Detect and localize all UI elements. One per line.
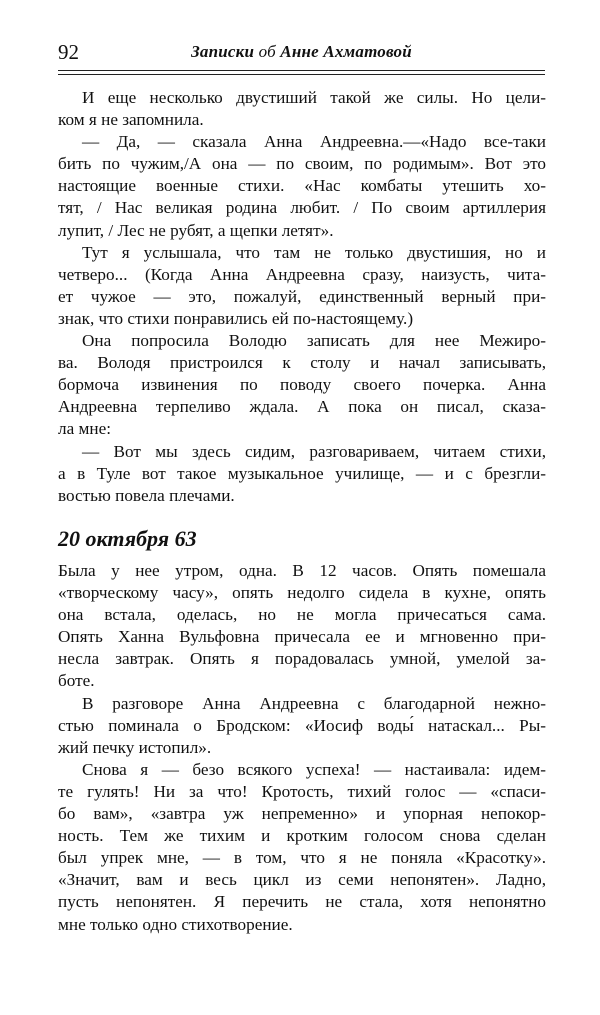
text-line: знак, что стихи понравились ей по-настоящему.) [58, 308, 414, 328]
paragraph [58, 560, 546, 693]
header-rule [58, 74, 545, 75]
text-line: востью повела плечами. [58, 485, 235, 505]
running-title [58, 42, 545, 62]
text-line: — Вот мы здесь сидим, разговариваем, читаем стихи, [82, 441, 546, 461]
text-line: «Значит, вам и весь цикл из семи непонятен». Ладно, [58, 870, 546, 890]
body-text-section-1 [58, 87, 546, 507]
paragraph [58, 693, 546, 759]
text-line: Андреевна терпеливо ждала. А пока он писал, сказа- [58, 397, 546, 417]
text-line: боте. [58, 671, 95, 691]
text-line: Тут я услышала, что там не только двустишия, но и [82, 242, 546, 262]
text-line: жий печку истопил». [58, 737, 212, 757]
paragraph [58, 131, 546, 241]
text-line: был упрек мне, — в том, что я не поняла «Красотку». [58, 848, 546, 868]
running-header [58, 38, 545, 78]
text-line: ет чужое — это, пожалуй, единственный верный при- [58, 286, 546, 306]
page-number: 92 [58, 40, 79, 64]
paragraph [58, 441, 546, 507]
text-line: стью поминала о Бродском: «Иосиф воды́ натаскал... Ры- [58, 715, 546, 735]
text-line: мне только одно стихотворение. [58, 914, 293, 934]
running-title-part: Записки [191, 42, 255, 61]
text-line: Опять Ханна Вульфовна причесала ее и мгновенно при- [58, 627, 546, 647]
text-line: ком я не запомнила. [58, 110, 204, 130]
paragraph [58, 242, 546, 330]
running-title-part: об [258, 42, 276, 61]
text-line: И еще несколько двустиший такой же силы. Но цели- [82, 88, 546, 107]
header-rule [58, 70, 545, 71]
text-line: те гулять! Ни за что! Кротость, тихий голос — «спаси- [58, 781, 546, 801]
text-line: пусть непонятен. Я перечить не стала, хотя непонятно [58, 892, 546, 912]
paragraph [58, 87, 546, 131]
text-line: бо вам», «завтра уж непременно» и упорная непокор- [58, 804, 546, 824]
text-line: ла мне: [58, 419, 111, 439]
body-text-section-2 [58, 560, 546, 936]
running-title-part: Анне Ахматовой [280, 42, 412, 61]
text-line: четверо... (Когда Анна Андреевна сразу, наизусть, чита- [58, 264, 546, 284]
text-line: тят, / Нас великая родина любит. / По своим артиллерия [58, 198, 546, 218]
text-line: В разговоре Анна Андреевна с благодарной нежно- [82, 693, 546, 713]
text-line: ность. Тем же тихим и кротким голосом снова сделан [58, 826, 546, 846]
text-line: бить по чужим,/А она — по своим, по родимым». Вот это [58, 154, 546, 174]
text-line: ва. Володя пристроился к столу и начал записывать, [58, 353, 546, 373]
text-line: бормоча извинения по поводу своего почерка. Анна [58, 375, 546, 395]
text-line: Снова я — безо всякого успеха! — настаивала: идем- [82, 759, 546, 779]
text-line: — Да, — сказала Анна Андреевна.—«Надо все-таки [82, 132, 546, 152]
paragraph [58, 759, 546, 936]
text-line: лупит, / Лес не рубят, а щепки летят». [58, 220, 334, 240]
text-line: Она попросила Володю записать для нее Межиро- [82, 331, 546, 351]
text-line: настоящие военные стихи. «Нас комбаты утешить хо- [58, 176, 546, 196]
date-heading: 20 октября 63 [58, 526, 197, 551]
text-line: она встала, оделась, но не могла причесаться сама. [58, 605, 546, 625]
text-line: несла завтрак. Опять я порадовалась умной, умелой за- [58, 649, 546, 669]
text-line: а в Туле вот такое музыкальное училище, — и с брезгли- [58, 463, 546, 483]
text-line: «творческому часу», опять недолго сидела в кухне, опять [58, 583, 546, 603]
text-line: Была у нее утром, одна. В 12 часов. Опять помешала [58, 561, 546, 580]
paragraph [58, 330, 546, 440]
